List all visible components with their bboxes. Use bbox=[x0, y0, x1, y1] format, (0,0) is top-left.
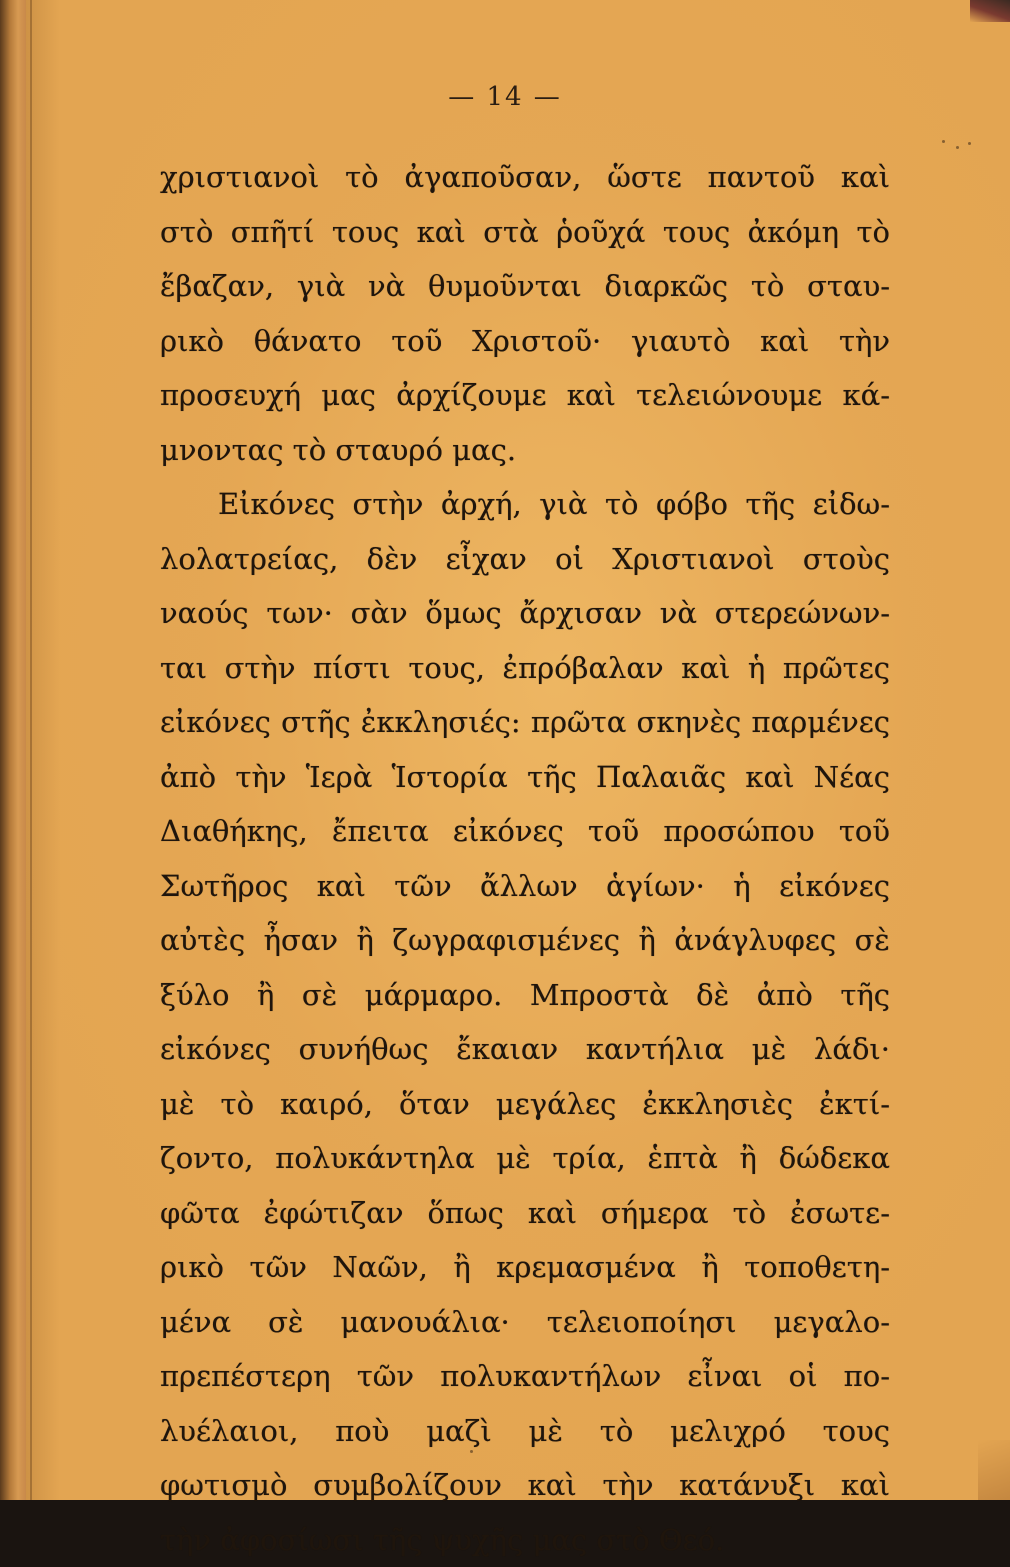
text-line: Εἰκόνες στὴν ἀρχή, γιὰ τὸ φόβο τῆς εἰδω- bbox=[160, 477, 890, 532]
text-line: ρικὸ θάνατο τοῦ Χριστοῦ· γιαυτὸ καὶ τὴν bbox=[160, 314, 890, 369]
page-binding-edge bbox=[0, 0, 26, 1500]
page-corner-top-right bbox=[970, 0, 1010, 22]
paper-speck bbox=[968, 142, 971, 145]
text-line: μνοντας τὸ σταυρό μας. bbox=[160, 423, 890, 478]
text-line: μένα σὲ μανουάλια· τελειοποίησι μεγαλο- bbox=[160, 1295, 890, 1350]
text-line: ται στὴν πίστι τους, ἐπρόβαλαν καὶ ἡ πρῶτες bbox=[160, 641, 890, 696]
paper-speck bbox=[956, 146, 959, 149]
text-line: ρικὸ τῶν Ναῶν, ἢ κρεμασμένα ἢ τοποθετη- bbox=[160, 1240, 890, 1295]
text-line: ζοντο, πολυκάντηλα μὲ τρία, ἑπτὰ ἢ δώδεκα bbox=[160, 1131, 890, 1186]
text-line: Σωτῆρος καὶ τῶν ἄλλων ἁγίων· ἡ εἰκόνες bbox=[160, 859, 890, 914]
page-number: — 14 — bbox=[0, 82, 1010, 112]
page-edge-shadow bbox=[30, 0, 32, 1500]
page-body-text bbox=[160, 150, 890, 1567]
page-corner-bottom-right bbox=[978, 1440, 1010, 1500]
text-line: Διαθήκης, ἔπειτα εἰκόνες τοῦ προσώπου τοῦ bbox=[160, 804, 890, 859]
paper-speck bbox=[470, 1450, 473, 1453]
text-line: λολατρείας, δὲν εἶχαν οἱ Χριστιανοὶ στοὺς bbox=[160, 532, 890, 587]
text-line: αὐτὲς ἦσαν ἢ ζωγραφισμένες ἢ ἀνάγλυφες σὲ bbox=[160, 913, 890, 968]
text-line: τὴν ἀφοσίωσι τῆς ψυχῆς μας στὸ Θεό. bbox=[160, 1513, 890, 1567]
text-line: ἀπὸ τὴν Ἱερὰ Ἱστορία τῆς Παλαιᾶς καὶ Νέας bbox=[160, 750, 890, 805]
text-line: μὲ τὸ καιρό, ὅταν μεγάλες ἐκκλησιὲς ἐκτί- bbox=[160, 1077, 890, 1132]
paper-speck bbox=[942, 140, 945, 143]
text-line: προσευχή μας ἀρχίζουμε καὶ τελειώνουμε κά- bbox=[160, 368, 890, 423]
text-line: φωτισμὸ συμβολίζουν καὶ τὴν κατάνυξι καὶ bbox=[160, 1458, 890, 1513]
text-line: στὸ σπῆτί τους καὶ στὰ ῥοῦχά τους ἀκόμη τὸ bbox=[160, 205, 890, 260]
text-line: ναούς των· σὰν ὅμως ἄρχισαν νὰ στερεώνων- bbox=[160, 586, 890, 641]
text-line: πρεπέστερη τῶν πολυκαντήλων εἶναι οἱ πο- bbox=[160, 1349, 890, 1404]
text-line: χριστιανοὶ τὸ ἀγαποῦσαν, ὥστε παντοῦ καὶ bbox=[160, 150, 890, 205]
text-line: εἰκόνες στῆς ἐκκλησιές: πρῶτα σκηνὲς παρμένες bbox=[160, 695, 890, 750]
text-line: εἰκόνες συνήθως ἔκαιαν καντήλια μὲ λάδι· bbox=[160, 1022, 890, 1077]
text-line: ἔβαζαν, γιὰ νὰ θυμοῦνται διαρκῶς τὸ σταυ- bbox=[160, 259, 890, 314]
text-line: φῶτα ἐφώτιζαν ὅπως καὶ σήμερα τὸ ἐσωτε- bbox=[160, 1186, 890, 1241]
text-line: λυέλαιοι, ποὺ μαζὶ μὲ τὸ μελιχρό τους bbox=[160, 1404, 890, 1459]
text-line: ξύλο ἢ σὲ μάρμαρο. Μπροστὰ δὲ ἀπὸ τῆς bbox=[160, 968, 890, 1023]
